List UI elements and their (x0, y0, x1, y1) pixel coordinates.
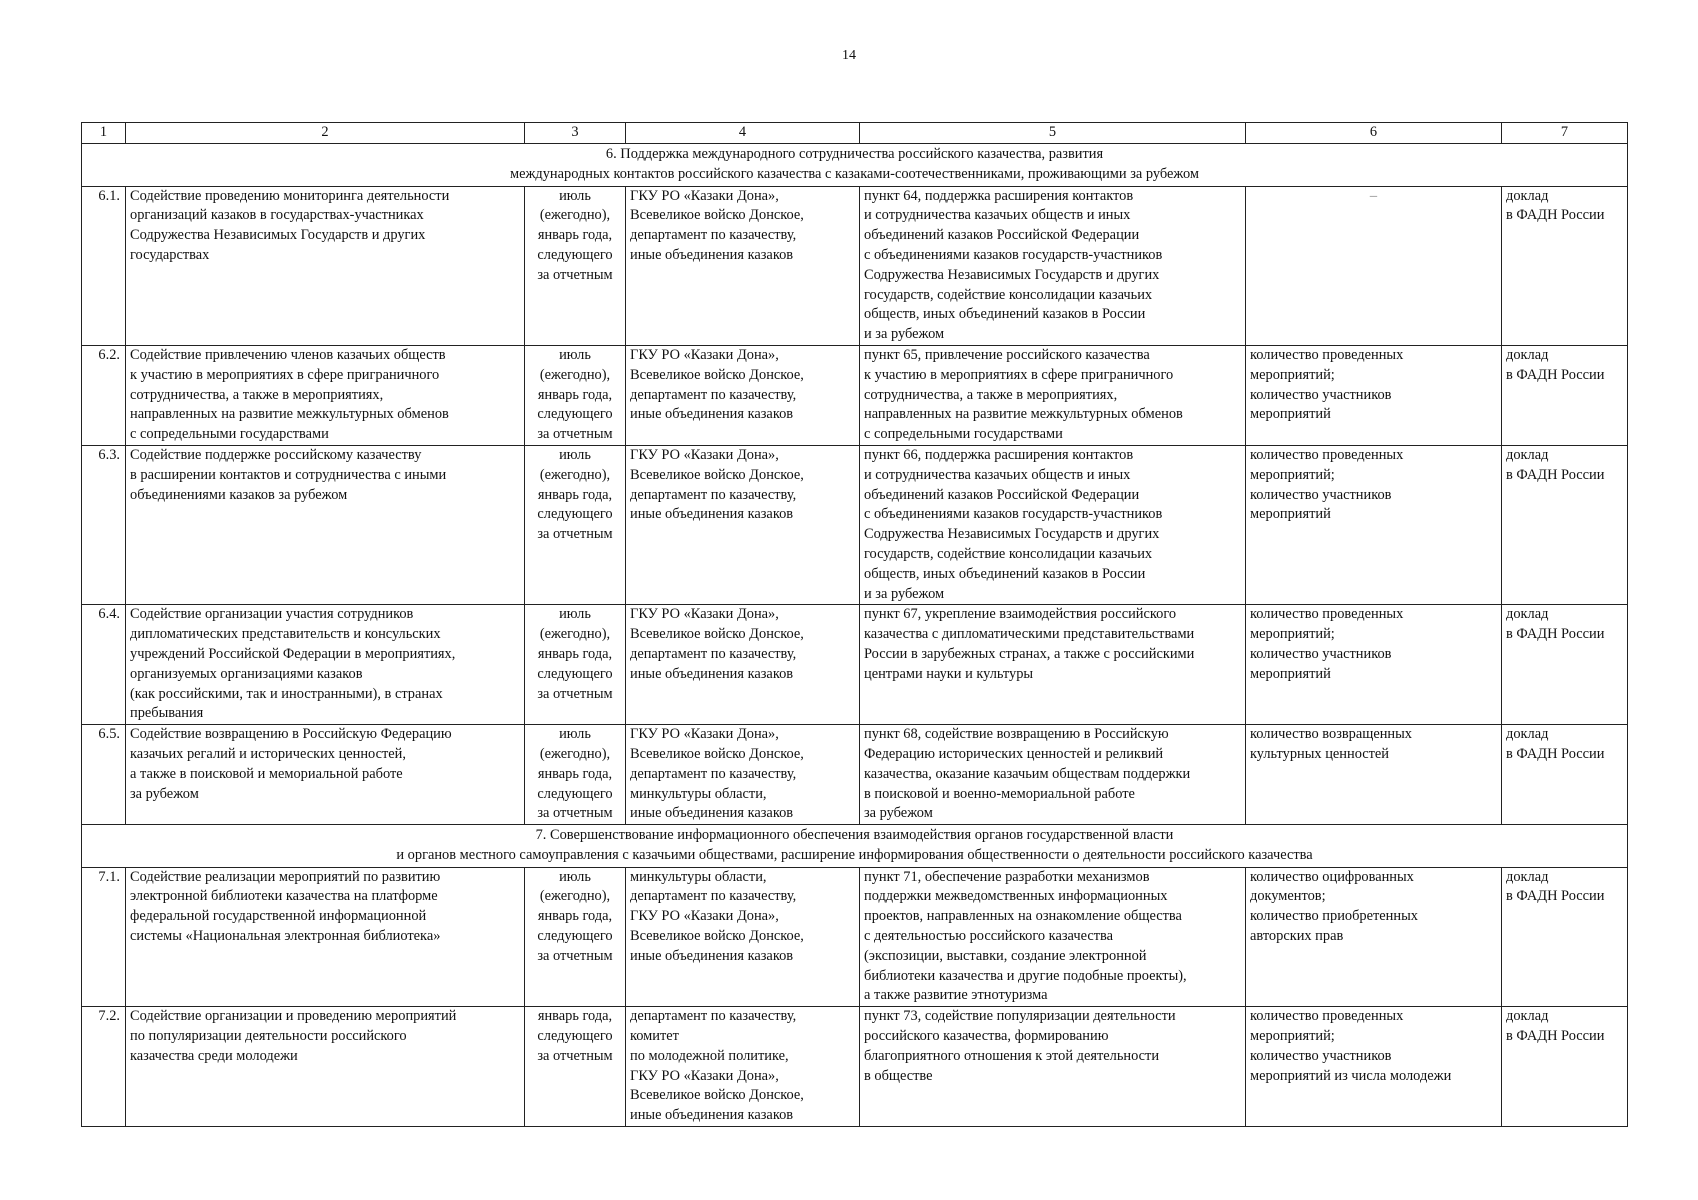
strategy-reference: пункт 65, привлечение российского казачества к участию в мероприятиях в сфере приграничного сотрудничества, а также в мероприятиях, направленных на развитие межкультурных обменов с сопредельными государствами (860, 345, 1246, 445)
column-number: 6 (1246, 123, 1502, 144)
table-row (82, 345, 1628, 445)
executors-text: ГКУ РО «Казаки Дона», Всевеликое войско Донское, департамент по казачеству, иные объединения казаков (626, 445, 860, 604)
column-number: 4 (626, 123, 860, 144)
action-text: Содействие привлечению членов казачьих обществ к участию в мероприятиях в сфере приграничного сотрудничества, а также в мероприятиях, направленных на развитие межкультурных обменов с сопредельными государствами (126, 345, 525, 445)
page-number: 14 (842, 48, 856, 63)
executors-text: ГКУ РО «Казаки Дона», Всевеликое войско Донское, департамент по казачеству, иные объединения казаков (626, 605, 860, 725)
item-number: 6.2. (82, 345, 126, 445)
section-header-row (82, 825, 1628, 868)
report-form: доклад в ФАДН России (1502, 605, 1628, 725)
term-text: июль (ежегодно), январь года, следующего за отчетным (525, 867, 626, 1007)
strategy-reference: пункт 66, поддержка расширения контактов и сотрудничества казачьих обществ и иных объединений казаков Российской Федерации с объединениями казаков государств-участников Содружества Независимых Государств и других государств, содействие консолидации казачьих обществ, иных объединений казаков в России и за рубежом (860, 445, 1246, 604)
indicator-text: количество проведенных мероприятий; количество участников мероприятий (1246, 345, 1502, 445)
executors-text: минкультуры области, департамент по казачеству, ГКУ РО «Казаки Дона», Всевеликое войско Донское, иные объединения казаков (626, 867, 860, 1007)
report-form: доклад в ФАДН России (1502, 345, 1628, 445)
action-text: Содействие реализации мероприятий по развитию электронной библиотеки казачества на платформе федеральной государственной информационной системы «Национальная электронная библиотека» (126, 867, 525, 1007)
term-text: январь года, следующего за отчетным (525, 1007, 626, 1127)
action-text: Содействие организации и проведению мероприятий по популяризации деятельности российского казачества среди молодежи (126, 1007, 525, 1127)
report-form: доклад в ФАДН России (1502, 445, 1628, 604)
indicator-text: количество оцифрованных документов; количество приобретенных авторских прав (1246, 867, 1502, 1007)
executors-text: ГКУ РО «Казаки Дона», Всевеликое войско Донское, департамент по казачеству, иные объединения казаков (626, 186, 860, 345)
executors-text: ГКУ РО «Казаки Дона», Всевеликое войско Донское, департамент по казачеству, минкультуры области, иные объединения казаков (626, 725, 860, 825)
column-number: 5 (860, 123, 1246, 144)
column-number: 3 (525, 123, 626, 144)
report-form: доклад в ФАДН России (1502, 186, 1628, 345)
table-body (82, 123, 1628, 1127)
column-number: 7 (1502, 123, 1628, 144)
action-text: Содействие проведению мониторинга деятельности организаций казаков в государствах-участниках Содружества Независимых Государств и других государствах (126, 186, 525, 345)
term-text: июль (ежегодно), январь года, следующего за отчетным (525, 345, 626, 445)
indicator-text: – (1246, 186, 1502, 345)
item-number: 6.5. (82, 725, 126, 825)
indicator-text: количество проведенных мероприятий; количество участников мероприятий (1246, 445, 1502, 604)
strategy-reference: пункт 64, поддержка расширения контактов и сотрудничества казачьих обществ и иных объединений казаков Российской Федерации с объединениями казаков государств-участников Содружества Независимых Государств и других государств, содействие консолидации казачьих обществ, иных объединений казаков в России и за рубежом (860, 186, 1246, 345)
indicator-text: количество проведенных мероприятий; количество участников мероприятий (1246, 605, 1502, 725)
indicator-text: количество возвращенных культурных ценностей (1246, 725, 1502, 825)
strategy-reference: пункт 71, обеспечение разработки механизмов поддержки межведомственных информационных проектов, направленных на ознакомление общества с деятельностью российского казачества (экспозиции, выставки, создание электронной библиотеки казачества и другие подобные проекты), а также развитие этнотуризма (860, 867, 1246, 1007)
report-form: доклад в ФАДН России (1502, 725, 1628, 825)
table-row (82, 867, 1628, 1007)
table-row (82, 186, 1628, 345)
term-text: июль (ежегодно), январь года, следующего за отчетным (525, 445, 626, 604)
column-number-row (82, 123, 1628, 144)
term-text: июль (ежегодно), январь года, следующего за отчетным (525, 725, 626, 825)
report-form: доклад в ФАДН России (1502, 867, 1628, 1007)
action-text: Содействие возвращению в Российскую Федерацию казачьих регалий и исторических ценностей, а также в поисковой и мемориальной работе за рубежом (126, 725, 525, 825)
indicator-text: количество проведенных мероприятий; количество участников мероприятий из числа молодежи (1246, 1007, 1502, 1127)
item-number: 7.2. (82, 1007, 126, 1127)
term-text: июль (ежегодно), январь года, следующего за отчетным (525, 186, 626, 345)
item-number: 7.1. (82, 867, 126, 1007)
strategy-reference: пункт 73, содействие популяризации деятельности российского казачества, формированию благоприятного отношения к этой деятельности в обществе (860, 1007, 1246, 1127)
action-plan-table (81, 122, 1628, 1127)
table-row (82, 605, 1628, 725)
item-number: 6.3. (82, 445, 126, 604)
strategy-reference: пункт 68, содействие возвращению в Российскую Федерацию исторических ценностей и реликвий казачества, оказание казачьим обществам поддержки в поисковой и военно-мемориальной работе за рубежом (860, 725, 1246, 825)
table-row (82, 725, 1628, 825)
section-title: 6. Поддержка международного сотрудничества российского казачества, развития международных контактов российского казачества с казаками-соотечественниками, проживающими за рубежом (82, 144, 1628, 187)
table-row (82, 445, 1628, 604)
executors-text: ГКУ РО «Казаки Дона», Всевеликое войско Донское, департамент по казачеству, иные объединения казаков (626, 345, 860, 445)
item-number: 6.4. (82, 605, 126, 725)
strategy-reference: пункт 67, укрепление взаимодействия российского казачества с дипломатическими представительствами России в зарубежных странах, а также с российскими центрами науки и культуры (860, 605, 1246, 725)
item-number: 6.1. (82, 186, 126, 345)
action-text: Содействие организации участия сотрудников дипломатических представительств и консульских учреждений Российской Федерации в мероприятиях, организуемых организациями казаков (как российскими, так и иностранными), в странах пребывания (126, 605, 525, 725)
section-header-row (82, 144, 1628, 187)
table-row (82, 1007, 1628, 1127)
report-form: доклад в ФАДН России (1502, 1007, 1628, 1127)
column-number: 1 (82, 123, 126, 144)
column-number: 2 (126, 123, 525, 144)
term-text: июль (ежегодно), январь года, следующего за отчетным (525, 605, 626, 725)
executors-text: департамент по казачеству, комитет по молодежной политике, ГКУ РО «Казаки Дона», Всевеликое войско Донское, иные объединения казаков (626, 1007, 860, 1127)
section-title: 7. Совершенствование информационного обеспечения взаимодействия органов государственной власти и органов местного самоуправления с казачьими обществами, расширение информирования общественности о деятельности российского казачества (82, 825, 1628, 868)
action-text: Содействие поддержке российскому казачеству в расширении контактов и сотрудничества с иными объединениями казаков за рубежом (126, 445, 525, 604)
